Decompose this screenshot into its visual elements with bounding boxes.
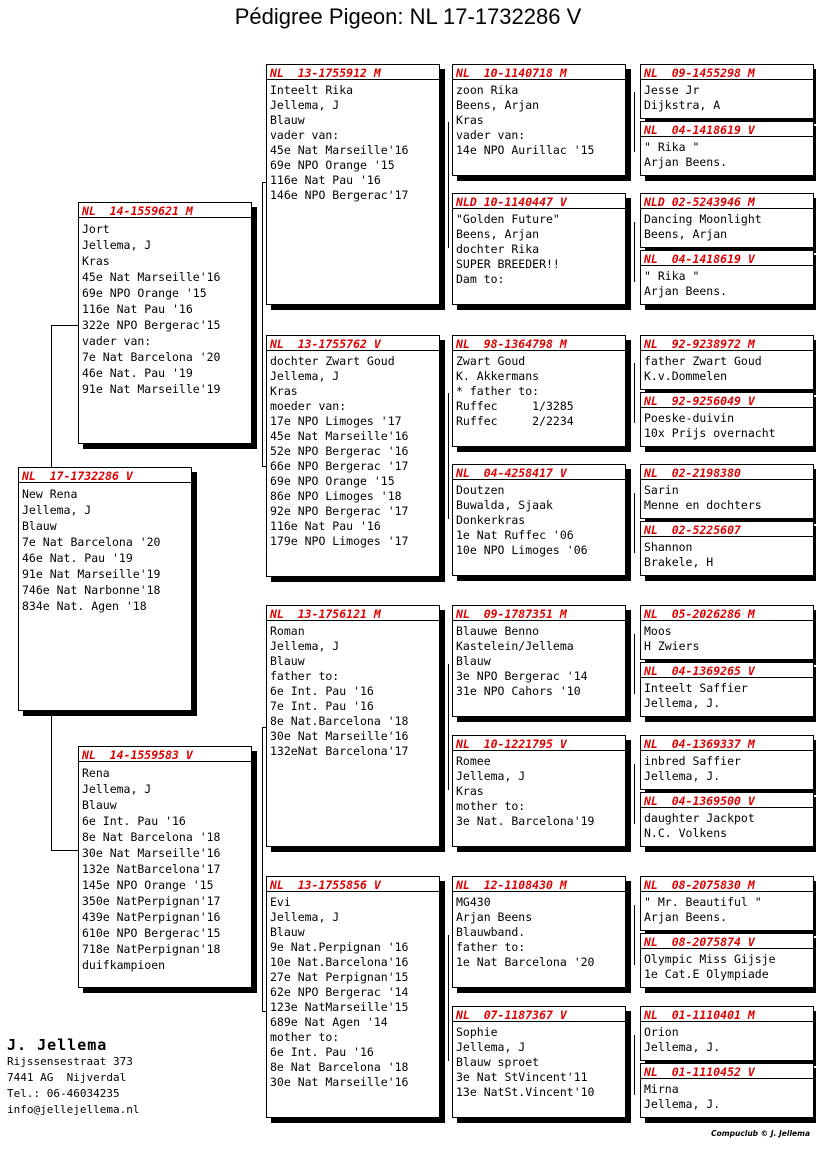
card-line: Blauw [270,113,305,127]
card-line: father to: [456,940,526,954]
card-line: zoon Rika [456,83,519,97]
card-line: 30e Nat Marseille'16 [270,729,409,743]
card-details [641,537,813,570]
ring-number: NLD 10-1140447 V [453,194,625,209]
card-line: 52e NPO Bergerac '16 [270,444,409,458]
card-line: Jellema, J [270,910,340,924]
card-line: Jellema, J [22,503,92,517]
card-line: 69e NPO Orange '15 [270,158,395,172]
card-line: Donkerkras [456,513,526,527]
pedigree-card-g4-2 [640,121,814,176]
card-line: 116e Nat Pau '16 [270,173,381,187]
card-line: "Golden Future" [456,212,560,226]
connector-line [262,727,263,1011]
pedigree-card-g4-12 [640,792,814,847]
pedigree-card-ddd [452,1006,626,1118]
card-line: Jellema, J [270,369,340,383]
pedigree-card-dam [78,746,252,988]
card-line: 179e NPO Limoges '17 [270,534,409,548]
card-details [641,480,813,513]
pedigree-card-g4-7 [640,464,814,519]
card-line: MG430 [456,895,491,909]
card-line: Olympic Miss Gijsje [644,952,776,966]
card-line: Menne en dochters [644,498,762,512]
card-line: Zwart Goud [456,354,526,368]
card-details [641,80,813,113]
card-line: 146e NPO Bergerac'17 [270,188,409,202]
card-details [641,408,813,441]
card-line: 8e Nat.Barcelona '18 [270,714,409,728]
card-line: 3e Nat. Barcelona'19 [456,814,595,828]
card-line: Jellema, J [270,639,340,653]
card-line: 66e NPO Bergerac '17 [270,459,409,473]
card-line: " Rika " [644,140,700,154]
card-details [453,1022,625,1100]
card-line: 3e NPO Bergerac '14 [456,669,588,683]
card-line: Ruffec 2/2234 [456,414,574,428]
card-details [641,137,813,170]
connector-line [51,713,52,850]
card-line: 8e Nat Barcelona '18 [82,830,221,844]
card-details [267,621,439,759]
pedigree-card-subject [18,467,192,711]
connector-line [634,363,635,423]
card-line: 322e NPO Bergerac'15 [82,318,221,332]
card-line: Dancing Moonlight [644,212,762,226]
card-line: Arjan Beens. [644,155,728,169]
ring-number: NL 13-1756121 M [267,606,439,621]
card-line: Kastelein/Jellema [456,639,574,653]
card-line: 13e NatSt.Vincent'10 [456,1085,595,1099]
connector-line [634,634,635,694]
card-line: 6e Int. Pau '16 [270,684,374,698]
card-line: 834e Nat. Agen '18 [22,599,147,613]
card-line: 10e NPO Limoges '06 [456,543,588,557]
card-line: dochter Zwart Goud [270,354,395,368]
pedigree-card-g4-8 [640,521,814,576]
card-line: dochter Rika [456,242,540,256]
card-details [641,949,813,982]
pedigree-card-g4-5 [640,335,814,390]
card-line: 91e Nat Marseille'19 [82,382,221,396]
card-line: vader van: [82,334,152,348]
card-line: K. Akkermans [456,369,540,383]
card-line: 69e NPO Orange '15 [82,286,207,300]
card-line: 145e NPO Orange '15 [82,878,214,892]
ring-number: NL 17-1732286 V [19,468,191,483]
pedigree-card-dss [452,605,626,717]
card-line: Shannon [644,540,693,554]
card-line: 9e Nat.Perpignan '16 [270,940,409,954]
connector-line [448,664,449,790]
card-details [641,1022,813,1055]
card-line: Buwalda, Sjaak [456,498,553,512]
card-line: " Mr. Beautiful " [644,895,762,909]
card-line: 45e Nat Marseille'16 [270,429,409,443]
pedigree-card-sss [452,64,626,176]
pedigree-card-dam-sire [266,605,440,847]
card-line: SUPER BREEDER!! [456,257,560,271]
card-line: Arjan Beens. [644,910,728,924]
card-line: Beens, Arjan [456,98,540,112]
card-details [641,621,813,654]
card-line: Kras [456,113,484,127]
ring-number: NL 98-1364798 M [453,336,625,351]
card-line: Jellema, J. [644,769,721,783]
card-line: Blauwe Benno [456,624,540,638]
card-line: Dam to: [456,272,505,286]
connector-line [448,935,449,1061]
card-details [453,751,625,829]
card-details [79,762,251,973]
breeder-info [7,1036,139,1118]
card-line: 610e NPO Bergerac'15 [82,926,221,940]
card-line: 46e Nat. Pau '19 [22,551,133,565]
connector-line [634,905,635,965]
ring-number: NL 13-1755762 V [267,336,439,351]
card-line: 1e Nat Ruffec '06 [456,528,574,542]
card-line: 3e Nat StVincent'11 [456,1070,588,1084]
card-line: Jellema, J [270,98,340,112]
card-line: Romee [456,754,491,768]
ring-number: NL 07-1187367 V [453,1007,625,1022]
card-details [641,678,813,711]
ring-number: NL 08-2075830 M [641,877,813,892]
pedigree-card-sds [452,335,626,447]
card-line: 30e Nat Marseille'16 [270,1075,409,1089]
card-details [453,480,625,558]
pedigree-card-dsd [452,735,626,847]
card-line: 30e Nat Marseille'16 [82,846,221,860]
card-line: inbred Saffier [644,754,741,768]
pedigree-card-sdd [452,464,626,576]
card-line: mother to: [456,799,526,813]
ring-number: NL 02-5225607 [641,522,813,537]
card-line: Inteelt Saffier [644,681,748,695]
card-details [19,483,191,614]
card-line: Jellema, J [456,769,526,783]
pedigree-card-dds [452,876,626,988]
ring-number: NL 14-1559621 M [79,203,251,218]
card-line: 27e Nat Perpignan'15 [270,970,409,984]
card-line: Jellema, J. [644,696,721,710]
card-line: daughter Jackpot [644,811,755,825]
card-line: K.v.Dommelen [644,369,728,383]
ring-number: NL 02-2198380 [641,465,813,480]
card-line: father Zwart Goud [644,354,762,368]
connector-line [51,325,52,469]
ring-number: NL 04-1418619 V [641,122,813,137]
card-details [453,892,625,970]
card-details [641,351,813,384]
card-line: 45e Nat Marseille'16 [270,143,409,157]
connector-line [634,764,635,824]
ring-number: NL 14-1559583 V [79,747,251,762]
card-line: 7e Nat Barcelona '20 [22,535,161,549]
ring-number: NL 08-2075874 V [641,934,813,949]
card-line: Blauw [22,519,57,533]
card-details [641,209,813,242]
card-details [641,266,813,299]
card-details [641,808,813,841]
card-line: Blauw sproet [456,1055,540,1069]
card-line: 123e NatMarseille'15 [270,1000,409,1014]
card-line: Jellema, J. [644,1040,721,1054]
connector-line [51,325,79,326]
ring-number: NL 04-1369500 V [641,793,813,808]
breeder-address: Rijssensestraat 373 [7,1055,133,1068]
ring-number: NL 01-1110452 V [641,1064,813,1079]
card-line: Roman [270,624,305,638]
pedigree-card-g4-10 [640,662,814,717]
card-line: 62e NPO Bergerac '14 [270,985,409,999]
pedigree-card-g4-3 [640,193,814,248]
card-details [641,892,813,925]
connector-line [51,850,79,851]
card-line: Jesse Jr [644,83,700,97]
pedigree-card-sire-dam [266,335,440,577]
pedigree-card-g4-13 [640,876,814,931]
ring-number: NLD 02-5243946 M [641,194,813,209]
connector-line [448,122,449,248]
pedigree-card-g4-16 [640,1063,814,1118]
breeder-city: 7441 AG Nijverdal [7,1071,127,1084]
card-line: Jellema, J [82,238,152,252]
card-line: Doutzen [456,483,505,497]
card-line: * father to: [456,384,540,398]
connector-line [634,222,635,282]
card-line: 439e NatPerpignan'16 [82,910,221,924]
pedigree-card-g4-6 [640,392,814,447]
pedigree-card-sire [78,202,252,444]
card-details [453,351,625,429]
card-line: Blauw [270,925,305,939]
ring-number: NL 09-1787351 M [453,606,625,621]
credit-text: Compuclub © J. Jellema [711,1129,810,1138]
pedigree-card-g4-1 [640,64,814,119]
card-line: Rena [82,766,110,780]
connector-line [634,1035,635,1095]
card-line: 7e Int. Pau '16 [270,699,374,713]
breeder-phone: Tel.: 06-46034235 [7,1087,120,1100]
ring-number: NL 10-1221795 V [453,736,625,751]
card-line: Kras [456,784,484,798]
ring-number: NL 05-2026286 M [641,606,813,621]
ring-number: NL 04-1418619 V [641,251,813,266]
card-details [267,80,439,203]
card-line: 116e Nat Pau '16 [82,302,193,316]
card-line: Inteelt Rika [270,83,354,97]
card-line: 1e Cat.E Olympiade [644,967,769,981]
ring-number: NL 09-1455298 M [641,65,813,80]
card-line: New Rena [22,487,78,501]
card-line: 6e Int. Pau '16 [82,814,186,828]
card-line: Arjan Beens. [644,284,728,298]
card-line: 10e Nat.Barcelona'16 [270,955,409,969]
card-line: Blauw [270,654,305,668]
pedigree-card-dam-dam [266,876,440,1118]
ring-number: NL 12-1108430 M [453,877,625,892]
card-line: 14e NPO Aurillac '15 [456,143,595,157]
card-line: N.C. Volkens [644,826,728,840]
pedigree-card-ssd [452,193,626,305]
card-line: 92e NPO Bergerac '17 [270,504,409,518]
ring-number: NL 13-1755856 V [267,877,439,892]
card-line: Sarin [644,483,679,497]
card-line: Orion [644,1025,679,1039]
breeder-name: J. Jellema [7,1036,108,1054]
card-line: 132eNat Barcelona'17 [270,744,409,758]
connector-line [634,493,635,553]
card-line: Kras [270,384,298,398]
card-line: 91e Nat Marseille'19 [22,567,161,581]
card-line: father to: [270,669,340,683]
card-line: Moos [644,624,672,638]
connector-line [448,393,449,519]
ring-number: NL 04-4258417 V [453,465,625,480]
card-line: 350e NatPerpignan'17 [82,894,221,908]
card-line: mother to: [270,1030,340,1044]
card-line: Blauw [456,654,491,668]
card-line: Jort [82,222,110,236]
card-details [79,218,251,397]
card-line: moeder van: [270,399,347,413]
ring-number: NL 04-1369337 M [641,736,813,751]
card-line: 6e Int. Pau '16 [270,1045,374,1059]
pedigree-card-g4-9 [640,605,814,660]
card-line: duifkampioen [82,958,166,972]
pedigree-card-g4-4 [640,250,814,305]
card-line: 718e NatPerpignan'18 [82,942,221,956]
pedigree-card-g4-14 [640,933,814,988]
card-line: 45e Nat Marseille'16 [82,270,221,284]
card-line: Blauw [82,798,117,812]
card-details [453,209,625,287]
ring-number: NL 01-1110401 M [641,1007,813,1022]
card-line: 746e Nat Narbonne'18 [22,583,161,597]
card-line: Blauwband. [456,925,526,939]
connector-line [634,92,635,152]
card-details [267,892,439,1090]
card-line: " Rika " [644,269,700,283]
card-line: Jellema, J [456,1040,526,1054]
card-line: Dijkstra, A [644,98,721,112]
card-line: vader van: [456,128,526,142]
card-line: 689e Nat Agen '14 [270,1015,388,1029]
pedigree-card-sire-sire [266,64,440,305]
ring-number: NL 10-1140718 M [453,65,625,80]
ring-number: NL 13-1755912 M [267,65,439,80]
ring-number: NL 92-9256049 V [641,393,813,408]
card-line: Ruffec 1/3285 [456,399,574,413]
card-line: Jellema, J [82,782,152,796]
card-line: Beens, Arjan [644,227,728,241]
card-line: 46e Nat. Pau '19 [82,366,193,380]
card-line: 10x Prijs overnacht [644,426,776,440]
card-line: 86e NPO Limoges '18 [270,489,402,503]
card-line: Evi [270,895,291,909]
card-line: 7e Nat Barcelona '20 [82,350,221,364]
card-line: 17e NPO Limoges '17 [270,414,402,428]
card-line: vader van: [270,128,340,142]
card-details [453,80,625,158]
pedigree-card-g4-11 [640,735,814,790]
card-line: 1e Nat Barcelona '20 [456,955,595,969]
ring-number: NL 04-1369265 V [641,663,813,678]
card-details [267,351,439,549]
card-details [641,751,813,784]
pedigree-card-g4-15 [640,1006,814,1061]
card-line: Beens, Arjan [456,227,540,241]
card-line: Brakele, H [644,555,714,569]
ring-number: NL 92-9238972 M [641,336,813,351]
card-line: 69e NPO Orange '15 [270,474,395,488]
card-line: 8e Nat Barcelona '18 [270,1060,409,1074]
card-line: Jellema, J. [644,1097,721,1111]
card-details [641,1079,813,1112]
card-line: 31e NPO Cahors '10 [456,684,581,698]
breeder-email[interactable]: info@jellejellema.nl [7,1103,140,1116]
card-line: Arjan Beens [456,910,533,924]
page-title: Pédigree Pigeon: NL 17-1732286 V [234,4,582,29]
card-line: Sophie [456,1025,498,1039]
card-line: 132e NatBarcelona'17 [82,862,221,876]
card-details [453,621,625,699]
card-line: Kras [82,254,110,268]
connector-line [262,182,263,466]
card-line: Poeske-duivin [644,411,735,425]
card-line: 116e Nat Pau '16 [270,519,381,533]
card-line: Mirna [644,1082,679,1096]
card-line: H Zwiers [644,639,700,653]
